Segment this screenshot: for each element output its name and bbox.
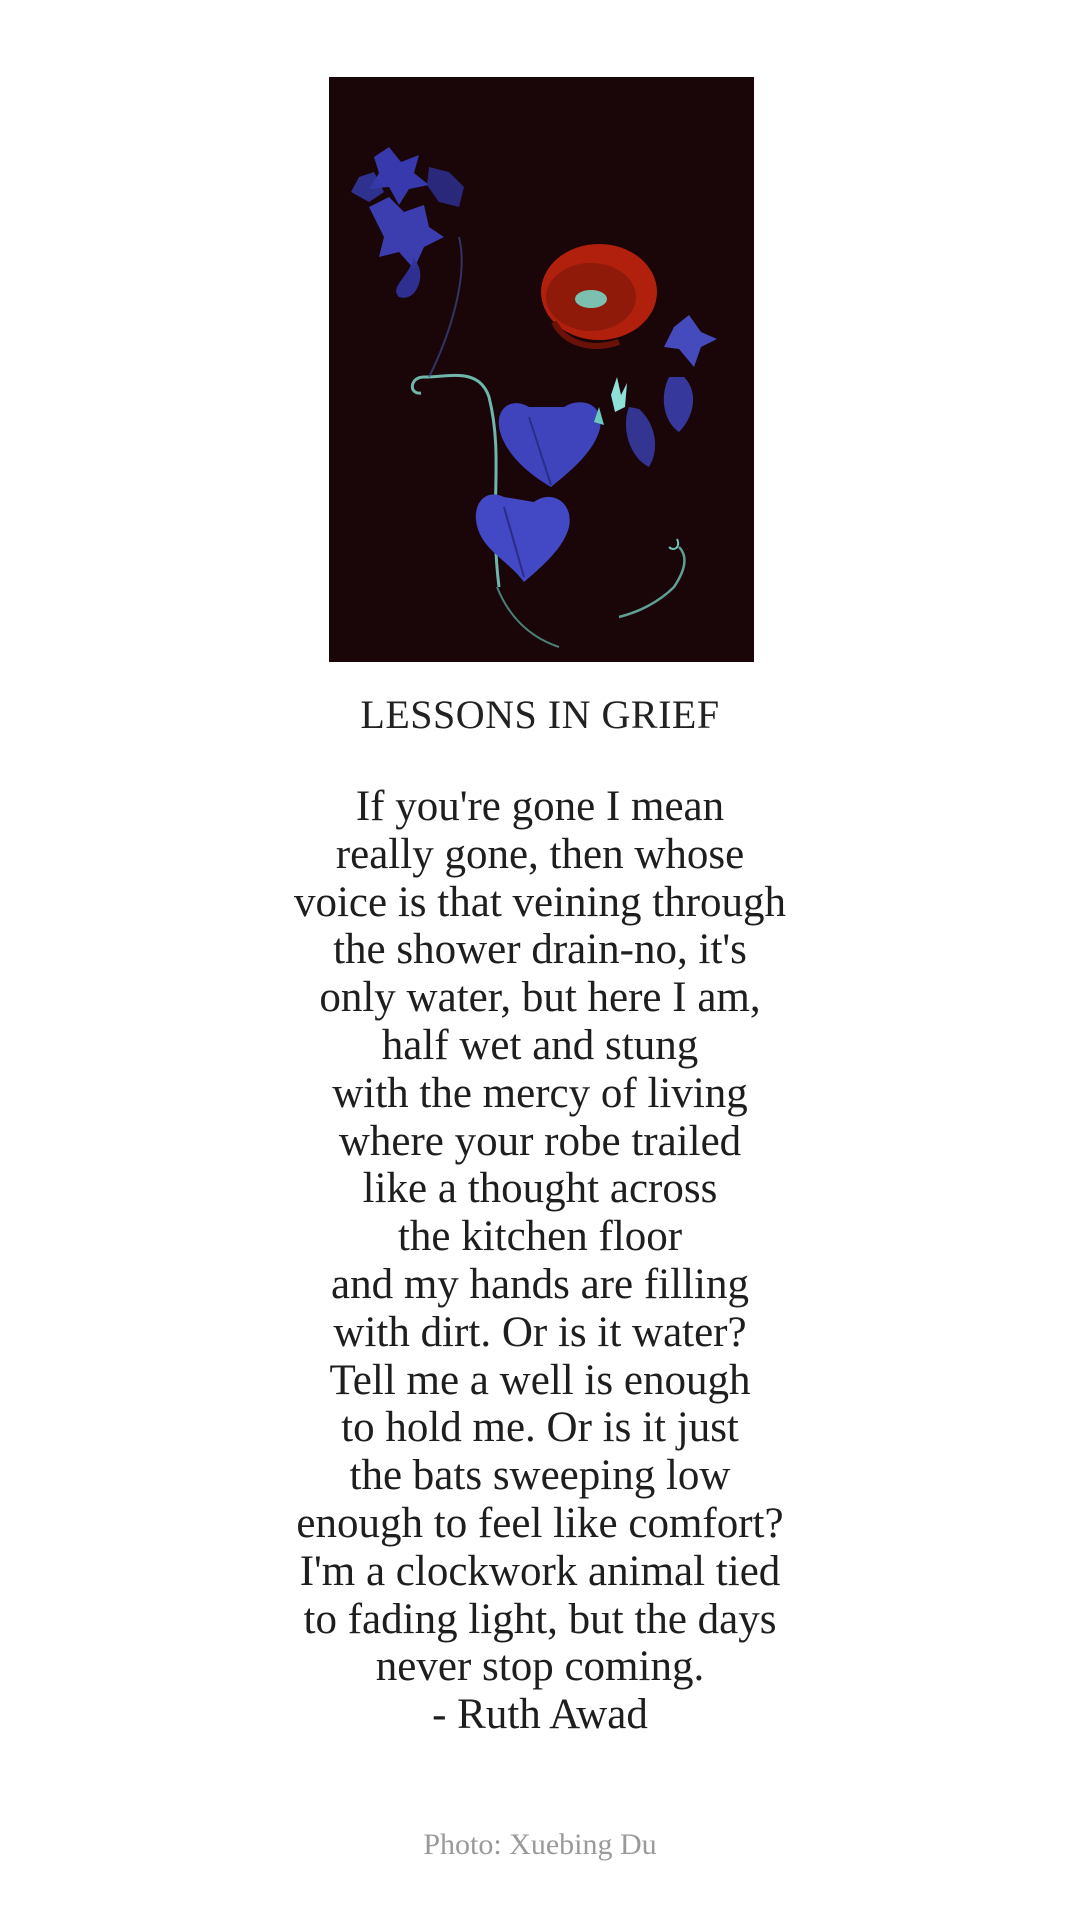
poem-line: voice is that veining through bbox=[293, 878, 787, 926]
photo-credit: Photo: Xuebing Du bbox=[423, 1828, 657, 1861]
poem-author: - Ruth Awad bbox=[432, 1691, 648, 1739]
poem-line: the kitchen floor bbox=[397, 1213, 683, 1261]
poem-line: with dirt. Or is it water? bbox=[333, 1308, 747, 1356]
poem-photo bbox=[329, 77, 754, 662]
poem-line: where your robe trailed bbox=[338, 1117, 742, 1165]
poem-line: like a thought across bbox=[362, 1165, 718, 1213]
poem-line: to fading light, but the days bbox=[303, 1595, 777, 1643]
poem-line: only water, but here I am, bbox=[319, 974, 761, 1022]
poem-line: with the mercy of living bbox=[332, 1069, 748, 1117]
poem-line: If you're gone I mean bbox=[355, 783, 725, 830]
poem-line: I'm a clockwork animal tied bbox=[299, 1547, 781, 1595]
poem-line: enough to feel like comfort? bbox=[296, 1499, 784, 1547]
poem-line: never stop coming. bbox=[375, 1643, 705, 1691]
poem-title: LESSONS IN GRIEF bbox=[360, 692, 720, 737]
poem-line: the shower drain-no, it's bbox=[333, 926, 747, 974]
poem-line: Tell me a well is enough bbox=[329, 1356, 751, 1404]
poem-line: really gone, then whose bbox=[335, 830, 745, 878]
poem-line: and my hands are filling bbox=[331, 1260, 749, 1308]
poem-line: half wet and stung bbox=[381, 1021, 699, 1069]
poem-line: to hold me. Or is it just bbox=[341, 1404, 739, 1452]
morning-glory-illustration bbox=[329, 77, 754, 662]
poem-body bbox=[0, 783, 1080, 1739]
poem-line: the bats sweeping low bbox=[349, 1452, 731, 1500]
